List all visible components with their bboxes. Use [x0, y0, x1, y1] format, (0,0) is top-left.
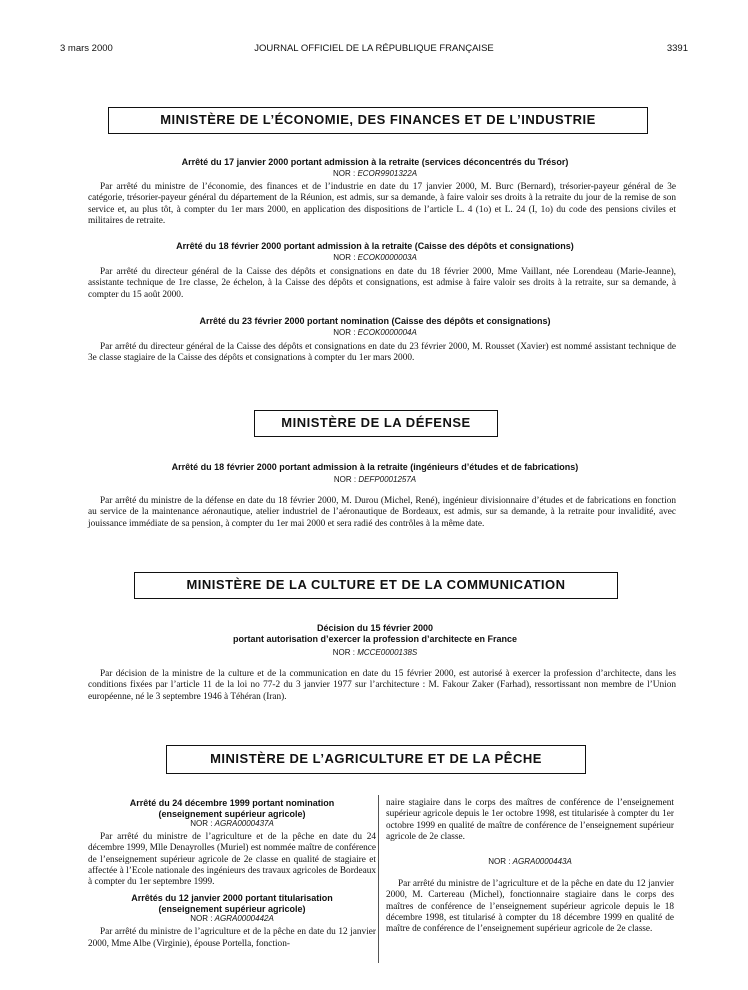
nor-reference: NOR : AGRA0000437A: [190, 819, 274, 828]
arrete-title: Arrêté du 17 janvier 2000 portant admission à la retraite (services déconcentrés du Trésor): [181, 157, 569, 167]
nor-reference: NOR : DEFP0001257A: [333, 475, 417, 484]
journal-title: JOURNAL OFFICIEL DE LA RÉPUBLIQUE FRANÇAISE: [254, 43, 494, 54]
arrete-title: Arrêté du 18 février 2000 portant admission à la retraite (Caisse des dépôts et consignations): [176, 241, 574, 251]
arrete-body: Par arrêté du ministre de l’économie, des finances et de l’industrie en date du 17 janvier 2000, M. Burc (Bernard), trésorier-payeur général de 3e catégorie, trésorier-payeur général du département de la Réunion, est admis, sur sa demande, à faire valoir ses droits à la retraite du jour de la remise de son service et, au plus tôt, à compter du 1er mars 2000, en application des dispositions de l’article L. 4 (1o) et L. 24 (I, 1o) du code des pensions civiles et militaires de retraite.: [88, 182, 676, 226]
nor-reference: NOR : AGRA0000442A: [190, 914, 274, 924]
page-number: 3391: [666, 43, 688, 54]
arrete-body: Par arrêté du directeur général de la Caisse des dépôts et consignations en date du 23 février 2000, M. Rousset (Xavier) est nommé assistant technique de 3e classe stagiaire de la Caisse des dépôts et consignations à compter du 1er mars 2000.: [88, 342, 676, 364]
nor-reference: NOR : MCCE0000138S: [332, 648, 418, 657]
arrete-body: Par arrêté du ministre de l’agriculture et de la pêche en date du 12 janvier 2000, M. Cartereau (Michel), fonctionnaire stagiaire dans le corps des maîtres de conférence de l’enseignement supérieur agricole depuis le 18 décembre 1998, est titularisé à compter du 18 décembre 1999 en qualité de maître de conférence de l’enseignement supérieur agricole de 2e classe.: [386, 879, 674, 935]
nor-reference: NOR : ECOR9901322A: [332, 169, 418, 178]
arrete-subtitle: (enseignement supérieur agricole): [158, 808, 306, 819]
arrete-body: Par arrêté du directeur général de la Caisse des dépôts et consignations en date du 18 février 2000, Mme Vaillant, née Lorendeau (Marie-Jeanne), assistante technique de 1re classe, 2e échelon, à la Caisse des dépôts et consignations, est admise à faire valoir ses droits à la retraite, sur sa demande, à compter du 15 août 2000.: [88, 267, 676, 300]
arrete-title: Arrêté du 18 février 2000 portant admission à la retraite (ingénieurs d’études et de fabrications): [171, 462, 579, 472]
nor-reference: NOR : ECOK0000003A: [333, 253, 417, 262]
right-column: [386, 798, 674, 941]
header-date: 3 mars 2000: [60, 43, 113, 54]
arrete-subtitle: (enseignement supérieur agricole): [158, 903, 306, 914]
arrete-title: Arrêté du 23 février 2000 portant nomination (Caisse des dépôts et consignations): [199, 316, 551, 326]
nor-reference: NOR : ECOK0000004A: [333, 328, 417, 337]
ministry-culture-heading: MINISTÈRE DE LA CULTURE ET DE LA COMMUNICATION: [134, 572, 618, 599]
arrete-body: Par arrêté du ministre de l’agriculture et de la pêche en date du 24 décembre 1999, Mlle Denayrolles (Muriel) est nommée maître de conférence de l’enseignement supérieur agricole de 2e classe en qualité de stagiaire et affectée à l’Ecole nationale des ingénieurs des travaux agricoles de Bordeaux à compter du 1er septembre 1999.: [88, 832, 376, 888]
ministry-agriculture-heading: MINISTÈRE DE L’AGRICULTURE ET DE LA PÊCHE: [166, 745, 586, 774]
ministry-economie-heading: MINISTÈRE DE L’ÉCONOMIE, DES FINANCES ET DE L’INDUSTRIE: [108, 107, 648, 134]
arrete-body: Par arrêté du ministre de l’agriculture et de la pêche en date du 12 janvier 2000, Mme Albe (Virginie), épouse Portella, fonction-: [88, 927, 376, 949]
arrete-body-continued: naire stagiaire dans le corps des maîtres de conférence de l’enseignement supérieur agricole depuis le 1er octobre 1998, est titularisée à compter du 1er octobre 1999 en qualité de maître de conférence de l’enseignement supérieur agricole de 2e classe.: [386, 798, 674, 842]
arrete-title: Arrêté du 24 décembre 1999 portant nomination: [129, 798, 335, 808]
ministry-defense-heading: MINISTÈRE DE LA DÉFENSE: [254, 410, 498, 437]
column-divider: [378, 795, 379, 963]
decision-title: Décision du 15 février 2000: [316, 623, 434, 633]
decision-body: Par décision de la ministre de la culture et de la communication en date du 15 février 2000, est autorisé à exercer la profession d’architecte, dans les conditions fixées par l’article 11 de la loi no 77-2 du 3 janvier 1977 sur l’architecture : M. Fakour Zaker (Farhad), ressortissant non membre de l’Union européenne, né le 3 septembre 1946 à Téhéran (Iran).: [88, 669, 676, 702]
arrete-body: Par arrêté du ministre de la défense en date du 18 février 2000, M. Durou (Michel, René), ingénieur divisionnaire d’études et de fabrications en fonction au service de la maintenance aéronautique, atelier industriel de l’aéronautique de Bordeaux, est admis, sur sa demande, à la retraite pour invalidité, avec jouissance immédiate de sa pension, à compter du 1er mai 2000 et sera radié des contrôles à la même date.: [88, 496, 676, 529]
arrete-title: Arrêtés du 12 janvier 2000 portant titularisation: [131, 893, 333, 904]
decision-subtitle: portant autorisation d’exercer la profession d’architecte en France: [232, 634, 518, 644]
nor-reference: NOR : AGRA0000443A: [488, 857, 572, 867]
left-column: [88, 798, 376, 955]
